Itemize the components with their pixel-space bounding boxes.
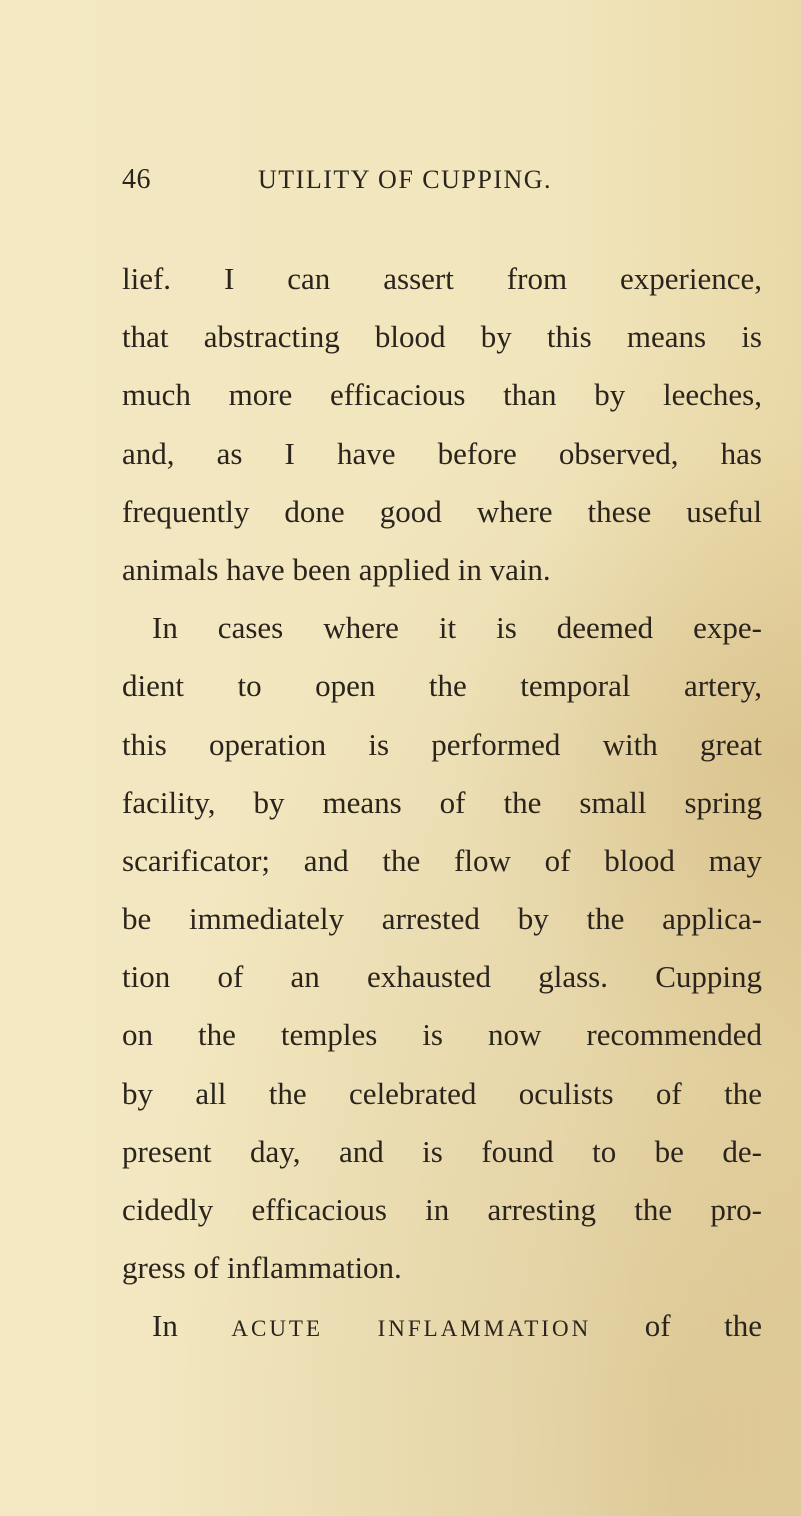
text-line: In cases where it is deemed expe- — [152, 610, 762, 646]
text-line: this operation is performed with great — [122, 726, 762, 762]
text-line: gress of inflammation. — [122, 1250, 402, 1286]
text-line: scarificator; and the flow of blood may — [122, 842, 762, 878]
small-caps-phrase: ACUTE INFLAMMATION — [231, 1316, 592, 1342]
running-head — [0, 160, 801, 200]
text-line: dient to open the temporal artery, — [122, 668, 762, 704]
page-number: 46 — [122, 164, 151, 195]
body-text — [122, 250, 762, 1356]
text-line: be immediately arrested by the applica- — [122, 901, 762, 937]
text-line: present day, and is found to be de- — [122, 1133, 762, 1169]
text-line: tion of an exhausted glass. Cupping — [122, 959, 762, 995]
text-line: and, as I have before observed, has — [122, 435, 762, 471]
lead-word: In — [152, 1308, 178, 1344]
trailing-words: of the — [644, 1308, 762, 1344]
text-line: much more efficacious than by leeches, — [122, 377, 762, 413]
text-line: lief. I can assert from experience, — [122, 261, 762, 296]
text-line: animals have been applied in vain. — [122, 551, 551, 587]
text-line: by all the celebrated oculists of the — [122, 1075, 762, 1111]
text-line: frequently done good where these useful — [122, 493, 762, 529]
text-line: facility, by means of the small spring — [122, 784, 762, 820]
text-line: cidedly efficacious in arresting the pro- — [122, 1192, 762, 1227]
running-title: UTILITY OF CUPPING. — [258, 165, 553, 194]
text-line: that abstracting blood by this means is — [122, 319, 762, 355]
text-line: on the temples is now recommended — [122, 1017, 762, 1053]
text-line-section-start — [122, 1297, 762, 1355]
